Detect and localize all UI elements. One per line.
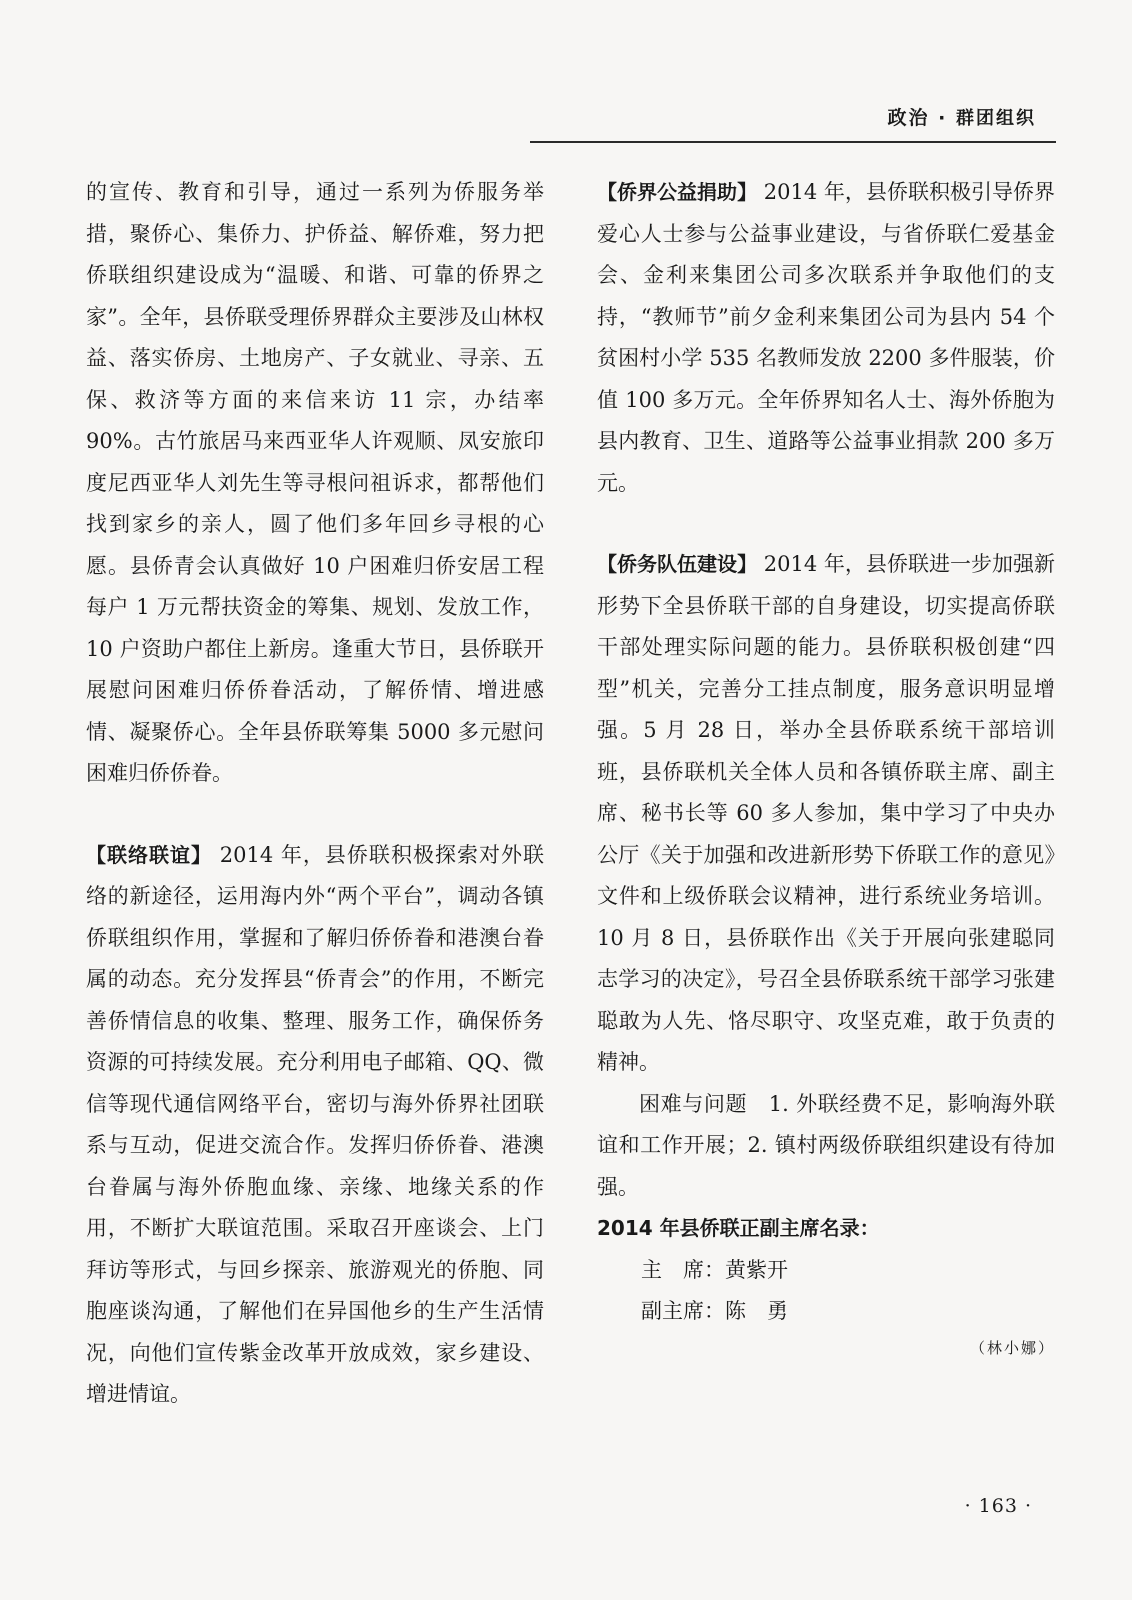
section-heading-liaison: 【联络联谊】: [86, 842, 213, 867]
roster-vice-chair: 副主席：陈 勇: [641, 1299, 788, 1323]
header-section: 政治: [887, 107, 930, 129]
running-header: [888, 103, 1036, 130]
roster-title: 2014 年县侨联正副主席名录：: [597, 1216, 880, 1240]
left-column: [86, 172, 544, 1416]
right-column: [597, 172, 1055, 1363]
right-paragraph-1-body: 2014 年，县侨联积极引导侨界爱心人士参与公益事业建设，与省侨联仁爱基金会、金利来集团公司多次联系并争取他们的支持，“教师节”前夕金利来集团公司为县内 54 个贫困村小学 535 名教师发放 2200 多件服装，价值 100 多万元。全年侨界知名人士、海外侨胞为县内教育、卫生、道路等公益事业捐款 200 多万元。: [597, 180, 1056, 495]
header-separator: ·: [929, 107, 956, 129]
header-subsection: 群团组织: [956, 108, 1036, 129]
right-paragraph-2: [597, 544, 1055, 1084]
problems-paragraph: 困难与问题 1. 外联经费不足，影响海外联谊和工作开展；2. 镇村两级侨联组织建设有待加强。: [597, 1091, 1055, 1199]
right-paragraph-2-body: 2014 年，县侨联进一步加强新形势下全县侨联干部的自身建设，切实提高侨联干部处理实际问题的能力。县侨联积极创建“四型”机关，完善分工挂点制度，服务意识明显增强。5 月 28 日，举办全县侨联系统干部培训班，县侨联机关全体人员和各镇侨联主席、副主席、秘书长等 60 多人参加，集中学习了中央办公厅《关于加强和改进新形势下侨联工作的意见》文件和上级侨联会议精神，进行系统业务培训。10 月 8 日，县侨联作出《关于开展向张建聪同志学习的决定》，号召全县侨联系统干部学习张建聪敢为人先、恪尽职守、攻坚克难，敢于负责的精神。: [597, 552, 1056, 1074]
section-heading-donation: 【侨界公益捐助】: [597, 180, 758, 204]
paragraph-gap: [597, 504, 1055, 544]
author-credit: （林小娜）: [969, 1338, 1055, 1357]
right-paragraph-1: [597, 172, 1055, 504]
roster-chair: 主 席：黄紫开: [641, 1257, 788, 1282]
header-rule: [530, 141, 1056, 143]
section-heading-team: 【侨务队伍建设】: [597, 552, 758, 576]
page-number: · 163 ·: [964, 1495, 1032, 1517]
left-paragraph-2-body: 2014 年，县侨联积极探索对外联络的新途径，运用海内外“两个平台”，调动各镇侨联组织作用，掌握和了解归侨侨眷和港澳台眷属的动态。充分发挥县“侨青会”的作用，不断完善侨情信息的收集、整理、服务工作，确保侨务资源的可持续发展。充分利用电子邮箱、QQ、微信等现代通信网络平台，密切与海外侨界社团联系与互动，促进交流合作。发挥归侨侨眷、港澳台眷属与海外侨胞血缘、亲缘、地缘关系的作用，不断扩大联谊范围。采取召开座谈会、上门拜访等形式，与回乡探亲、旅游观光的侨胞、同胞座谈沟通，了解他们在异国他乡的生产生活情况，向他们宣传紫金改革开放成效，家乡建设、增进情谊。: [86, 842, 545, 1406]
paragraph-gap: [86, 795, 544, 835]
left-paragraph-1: 的宣传、教育和引导，通过一系列为侨服务举措，聚侨心、集侨力、护侨益、解侨难，努力把侨联组织建设成为“温暖、和谐、可靠的侨界之家”。全年，县侨联受理侨界群众主要涉及山林权益、落实侨房、土地房产、子女就业、寻亲、五保、救济等方面的来信来访 11 宗，办结率 90%。古竹旅居马来西亚华人许观顺、凤安旅印度尼西亚华人刘先生等寻根问祖诉求，都帮他们找到家乡的亲人，圆了他们多年回乡寻根的心愿。县侨青会认真做好 10 户困难归侨安居工程每户 1 万元帮扶资金的筹集、规划、发放工作，10 户资助户都住上新房。逢重大节日，县侨联开展慰问困难归侨侨眷活动，了解侨情、增进感情、凝聚侨心。全年县侨联筹集 5000 多元慰问困难归侨侨眷。: [86, 180, 544, 785]
left-paragraph-2: [86, 835, 544, 1416]
